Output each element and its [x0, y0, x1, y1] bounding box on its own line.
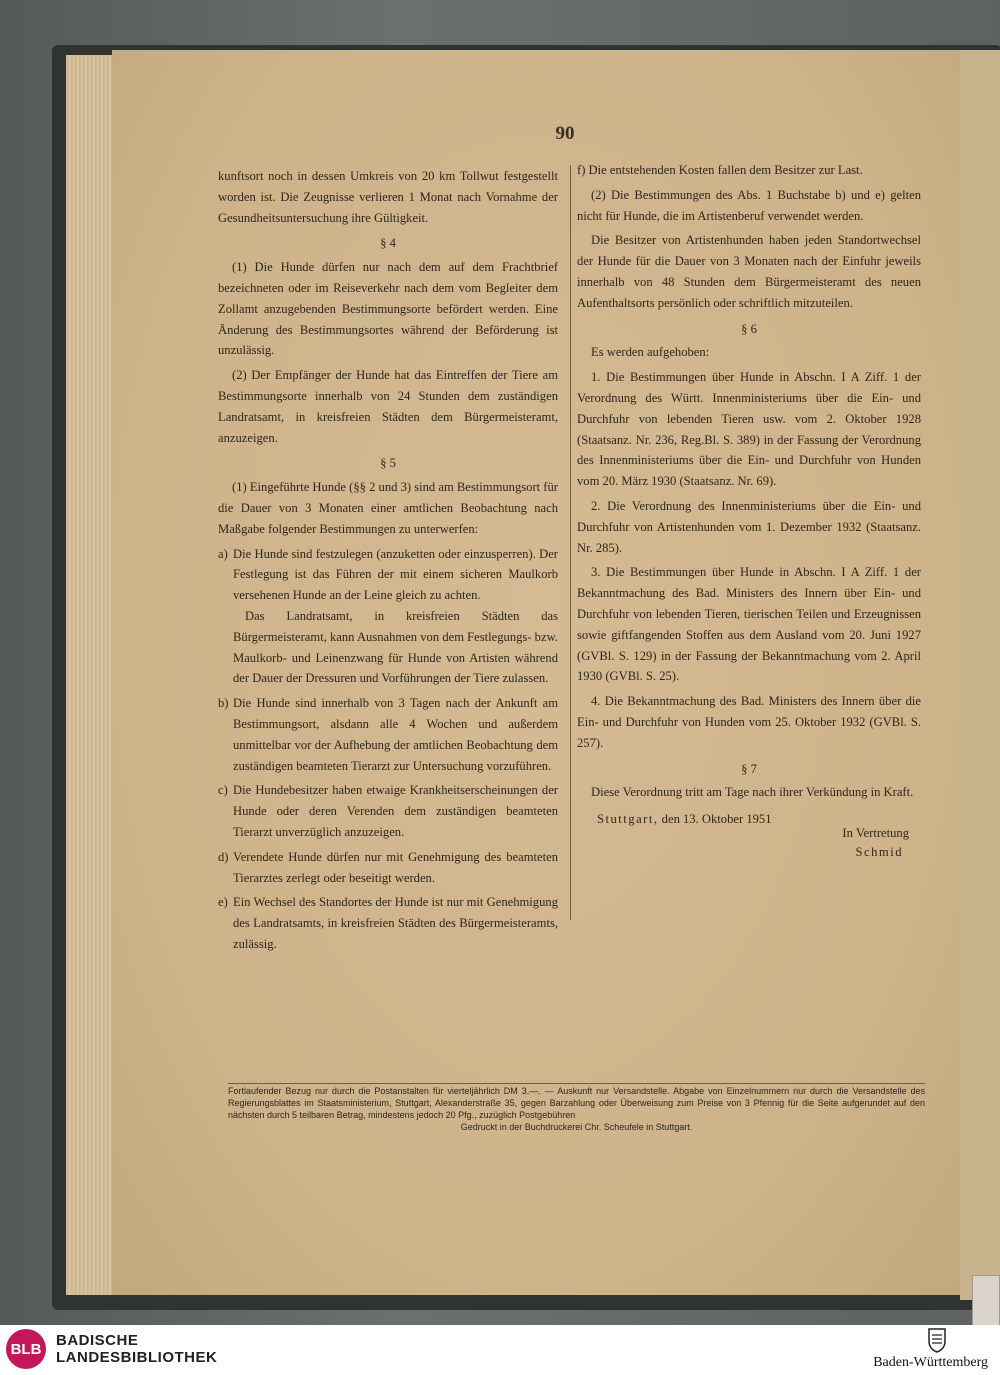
- right-column: [577, 160, 921, 869]
- state-label: Baden-Württemberg: [873, 1355, 988, 1370]
- branding-bar: [0, 1325, 1000, 1375]
- list-item-subtext: Das Landratsamt, in kreisfreien Städten das Bürgermeisteramt, kann Ausnahmen von dem Festlegungs- bzw. Maulkorb- und Leinenzwang für Hunde von Artisten während der Dauer der Dressuren und Vorführungen der Tiere zulassen.: [233, 608, 558, 686]
- intro-paragraph: kunftsort noch in dessen Umkreis von 20 km Tollwut festgestellt worden ist. Die Zeugnisse verlieren 1 Monat nach Vornahme der Gesundheitsuntersuchung ihre Gültigkeit.: [218, 169, 558, 225]
- section-4-paragraph-1: (1) Die Hunde dürfen nur nach dem auf dem Frachtbrief bezeichneten oder im Reiseverkehr nach dem vom Begleiter dem Zollamt anzugebenden Bestimmungsorte befördert werden. Eine Änderung des Bestimmungsortes während der Beförderung ist unzulässig.: [218, 260, 558, 358]
- item-f: f) Die entstehenden Kosten fallen dem Besitzer zur Last.: [577, 163, 863, 177]
- list-item: [218, 693, 558, 776]
- list-item-marker: c): [218, 783, 228, 798]
- library-name-line-2: LANDESBIBLIOTHEK: [56, 1349, 218, 1366]
- footer-printer: Gedruckt in der Buchdruckerei Chr. Scheufele in Stuttgart.: [460, 1122, 693, 1132]
- footer-text: Fortlaufender Bezug nur durch die Postanstalten für vierteljährlich DM 3.—. — Auskunft nur Versandstelle. Abgabe von Einzelnummern nur durch die Versandstelle des Regierungsblattes im Staatsministerium, Stuttgart, Alexanderstraße 35, gegen Barzahlung oder Überweisung zum Preise von 3 Pfennig für die Seite aufgerundet auf den nächsten durch 5 teilbaren Betrag, mindestens jedoch 20 Pfg., zuzüglich Postgebühren: [228, 1086, 925, 1120]
- sign-role: In Vertretung: [842, 826, 909, 841]
- blb-logo[interactable]: BLB: [6, 1329, 46, 1369]
- coat-of-arms-icon: [926, 1327, 948, 1353]
- repeal-item: 4. Die Bekanntmachung des Bad. Ministers des Innern über die Ein- und Durchfuhr von Hunden vom 25. Oktober 1932 (GVBl. S. 257).: [577, 694, 921, 750]
- left-column: [218, 166, 558, 959]
- section-5-heading: § 5: [380, 456, 396, 471]
- section-7-heading: § 7: [741, 761, 757, 776]
- list-item-text: Die Hunde sind festzulegen (anzuketten oder einzusperren). Der Festlegung ist das Führen der mit einem sicheren Maulkorb versehenen Hunde an der Leine gleich zu achten.: [233, 546, 558, 603]
- list-item-text: Die Hundebesitzer haben etwaige Krankheitserscheinungen der Hunde oder deren Verenden dem zuständigen beamteten Tierarzt unverzüglich anzuzeigen.: [233, 783, 558, 839]
- section-5-paragraph-3: Die Besitzer von Artistenhunden haben jeden Standortwechsel der Hunde für die Dauer von 3 Monaten nach der Einfuhr jeweils innerhalb von 48 Stunden dem Bürgermeisteramt des neuen Aufenthaltsorts persönlich oder schriftlich mitzuteilen.: [577, 233, 921, 310]
- section-5-paragraph-2: (2) Die Bestimmungen des Abs. 1 Buchstabe b) und e) gelten nicht für Hunde, die im Artistenberuf verwendet werden.: [577, 187, 921, 223]
- list-item-text: Ein Wechsel des Standortes der Hunde ist nur mit Genehmigung des Landratsamts, in kreisfreien Städten des Bürgermeisteramts, zulässig.: [233, 895, 558, 951]
- library-name[interactable]: [56, 1332, 217, 1366]
- list-item: [218, 892, 558, 954]
- sign-place-date: [597, 809, 772, 830]
- list-item-marker: e): [218, 895, 228, 910]
- repeal-item: 2. Die Verordnung des Innenministeriums über die Ein- und Durchfuhr von Artistenhunden vom 1. Dezember 1932 (Staatsanz. Nr. 285).: [577, 498, 921, 555]
- repeal-item: 1. Die Bestimmungen über Hunde in Abschn. I A Ziff. 1 der Verordnung des Württ. Innenministeriums über die Ein- und Durchfuhr von lebenden Tieren usw. vom 2. Oktober 1928 (Staatsanz. Nr. 236, Reg.Bl. S. 389) in der Fassung der Verordnung des Innenministeriums über die Ein- und Durchfuhr von Hunden vom 20. März 1930 (Staatsanz. Nr. 69).: [577, 370, 921, 489]
- list-item-text: Verendete Hunde dürfen nur mit Genehmigung des beamteten Tierarztes zerlegt oder beseitigt werden.: [233, 849, 558, 885]
- section-6-heading: § 6: [741, 321, 757, 336]
- sign-city: Stuttgart,: [597, 812, 659, 827]
- list-item-marker: b): [218, 696, 229, 711]
- list-item: [218, 780, 558, 842]
- section-7-text: Diese Verordnung tritt am Tage nach ihrer Verkündung in Kraft.: [591, 785, 914, 800]
- list-item-text: Die Hunde sind innerhalb von 3 Tagen nach der Ankunft am Bestimmungsort, alsdann alle 4 Wochen und außerdem unmittelbar vor der Aufhebung der amtlichen Beobachtung dem zuständigen beamteten Tierarzt zur Untersuchung vorzuführen.: [233, 696, 558, 773]
- section-4-heading: § 4: [380, 236, 396, 251]
- list-item-marker: a): [218, 546, 228, 561]
- column-divider: [570, 165, 571, 920]
- repeal-item: 3. Die Bestimmungen über Hunde in Abschn. I A Ziff. 1 der Bekanntmachung des Bad. Ministers des Innern über Ein- und Durchfuhr von lebenden Tieren, tierischen Teilen und Erzeugnissen sowie giftfangenden Stoffen aus dem Ausland vom 20. Juni 1927 (GVBl. S. 129) in der Fassung der Bekanntmachung vom 2. April 1930 (GVBl. S. 25).: [577, 565, 921, 684]
- page-edges: [66, 55, 118, 1295]
- footer-rule: [228, 1083, 925, 1084]
- list-item: [218, 544, 558, 690]
- signature-block: [577, 809, 921, 869]
- library-name-line-1: BADISCHE: [56, 1332, 139, 1349]
- footer-note: [228, 1085, 925, 1133]
- section-6-intro: Es werden aufgehoben:: [591, 345, 710, 360]
- section-4-paragraph-2: (2) Der Empfänger der Hunde hat das Eintreffen der Tiere am Bestimmungsorte innerhalb von 24 Stunden dem zuständigen Landratsamt, in kreisfreien Städten dem Bürgermeisteramt, anzuzeigen.: [218, 368, 558, 445]
- list-item-marker: d): [218, 849, 229, 864]
- adjacent-page-edge: [960, 50, 1000, 1300]
- section-5-paragraph-1: (1) Eingeführte Hunde (§§ 2 und 3) sind am Bestimmungsort für die Dauer von 3 Monaten einer amtlichen Beobachtung nach Maßgabe folgender Bestimmungen zu unterwerfen:: [218, 480, 558, 536]
- list-item: [218, 847, 558, 889]
- page-number: 90: [555, 123, 575, 144]
- sign-name: Schmid: [855, 845, 903, 860]
- sign-date: den 13. Oktober 1951: [658, 812, 772, 827]
